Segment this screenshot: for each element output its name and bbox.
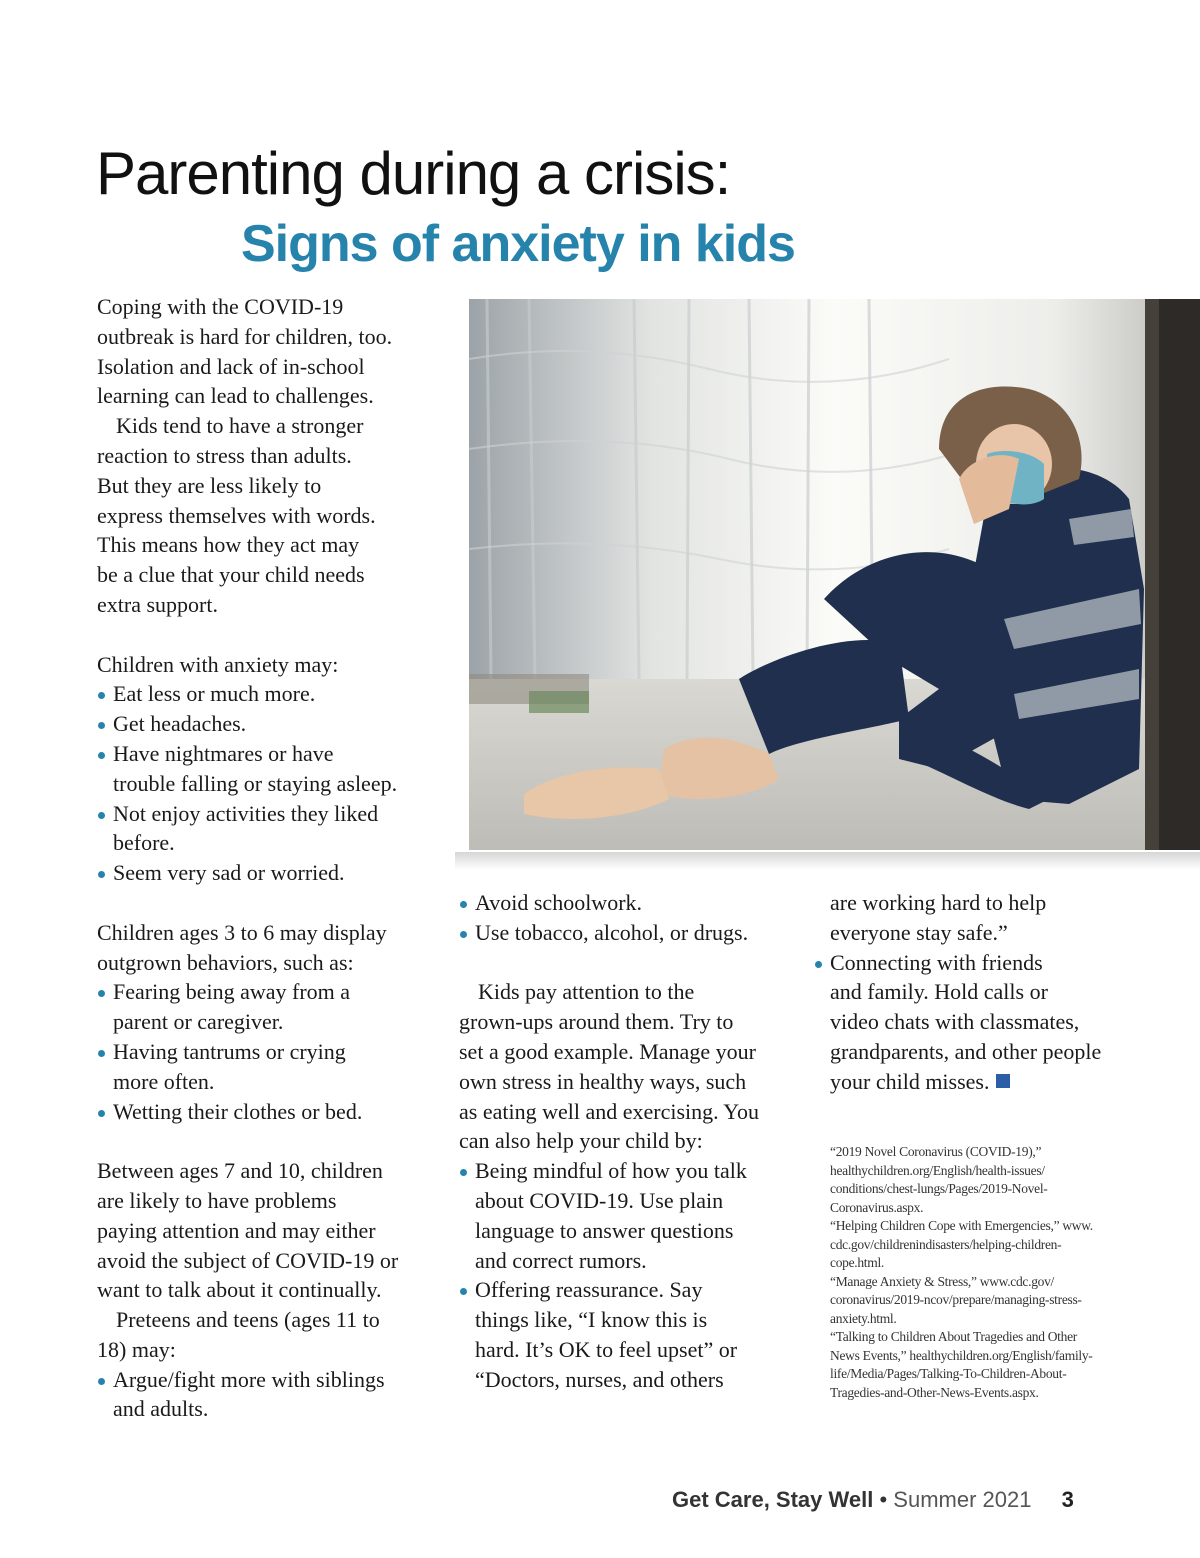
page-footer: [672, 1486, 1132, 1514]
reference-line: “2019 Novel Coronavirus (COVID-19),”: [830, 1144, 1042, 1159]
list-item: Eat less or much more.: [97, 679, 437, 709]
text-line: can also help your child by:: [459, 1128, 703, 1154]
reference-item: [830, 1328, 1165, 1402]
list-item: Seem very sad or worried.: [97, 858, 437, 888]
text-line: be a clue that your child needs: [97, 562, 365, 588]
list-item-last-line: your child misses.: [830, 1068, 990, 1094]
list-item: Have nightmares or have: [97, 739, 437, 769]
footer-separator: •: [879, 1487, 888, 1512]
child-with-mask-photo: [469, 299, 1200, 850]
ages-7-10-paragraph: [97, 1156, 437, 1305]
reference-line: cope.html.: [830, 1255, 884, 1270]
issue-date: Summer 2021: [893, 1487, 1032, 1512]
list-heading: outgrown behaviors, such as:: [97, 949, 354, 975]
text-line: want to talk about it continually.: [97, 1277, 382, 1303]
preteens-list-continued: [459, 888, 799, 948]
list-item: Get headaches.: [97, 709, 437, 739]
list-item-continuation: before.: [113, 830, 175, 856]
list-item-continuation: “Doctors, nurses, and others: [475, 1366, 724, 1392]
list-item-continuation: hard. It’s OK to feel upset” or: [475, 1336, 738, 1362]
article-column-3: [814, 888, 1164, 1097]
article-column-1: [97, 292, 437, 1424]
list-item: Being mindful of how you talk: [459, 1156, 799, 1186]
reference-line: Tragedies-and-Other-News-Events.aspx.: [830, 1384, 1039, 1400]
list-item-continuation: and correct rumors.: [475, 1247, 647, 1273]
reference-line: Coronavirus.aspx.: [830, 1199, 924, 1215]
reference-item: [830, 1217, 1165, 1273]
list-item-continuation: language to answer questions: [475, 1217, 734, 1243]
list-heading: Children ages 3 to 6 may display: [97, 919, 387, 945]
list-item: Fearing being away from a: [97, 977, 437, 1007]
list-item: Having tantrums or crying: [97, 1037, 437, 1067]
list-item-continuation: everyone stay safe.”: [830, 919, 1008, 945]
text-line: as eating well and exercising. You: [459, 1098, 759, 1124]
list-item-continuation: things like, “I know this is: [475, 1307, 708, 1333]
article-title: Parenting during a crisis:: [96, 140, 731, 207]
list-item-continuation: trouble falling or staying asleep.: [113, 770, 398, 796]
text-line: 18) may:: [97, 1336, 176, 1362]
list-item: Argue/fight more with siblings: [97, 1365, 437, 1395]
intro-paragraph-1: [97, 292, 437, 411]
good-example-paragraph: [459, 977, 799, 1156]
text-line: outbreak is hard for children, too.: [97, 323, 393, 349]
article-photo: [469, 299, 1200, 850]
reference-line: healthychildren.org/English/health-issues/: [830, 1162, 1045, 1178]
text-line: Isolation and lack of in-school: [97, 353, 365, 379]
reference-item: [830, 1273, 1165, 1329]
references: [830, 1143, 1165, 1402]
list-item-continuation: [814, 1067, 1164, 1097]
reference-line: conditions/chest-lungs/Pages/2019-Novel-: [830, 1181, 1048, 1196]
list-item: Offering reassurance. Say: [459, 1275, 799, 1305]
reference-line: “Manage Anxiety & Stress,” www.cdc.gov/: [830, 1273, 1054, 1289]
preteens-list: [97, 1365, 437, 1425]
text-line: set a good example. Manage your: [459, 1038, 756, 1064]
text-line: express themselves with words.: [97, 502, 376, 528]
list-item-continuation: about COVID-19. Use plain: [475, 1187, 724, 1213]
text-line: learning can lead to challenges.: [97, 383, 374, 409]
article-column-2: [459, 888, 799, 1395]
reference-line: News Events,” healthychildren.org/English/family-: [830, 1347, 1093, 1363]
preteens-paragraph: [97, 1305, 437, 1365]
list-item: Avoid schoolwork.: [459, 888, 799, 918]
reference-line: “Talking to Children About Tragedies and Other: [830, 1329, 1077, 1344]
text-line: Kids pay attention to the: [478, 979, 695, 1005]
list-heading: Children with anxiety may:: [97, 651, 339, 677]
list-item: Use tobacco, alcohol, or drugs.: [459, 918, 799, 948]
list-item-continuation: and adults.: [113, 1396, 209, 1422]
list-item: Connecting with friends: [814, 948, 1164, 978]
list-item-continuation: more often.: [113, 1068, 215, 1094]
text-line: extra support.: [97, 591, 218, 617]
reference-line: cdc.gov/childrenindisasters/helping-children-: [830, 1236, 1062, 1252]
text-line: Kids tend to have a stronger: [116, 413, 364, 439]
help-tips-list-continued: [814, 888, 1164, 1097]
list-item-continuation: parent or caregiver.: [113, 1009, 284, 1035]
text-line: avoid the subject of COVID-19 or: [97, 1247, 399, 1273]
end-of-article-mark: [996, 1074, 1010, 1088]
text-line: Between ages 7 and 10, children: [97, 1158, 383, 1184]
reference-item: [830, 1143, 1165, 1217]
list-item-continuation: grandparents, and other people: [830, 1038, 1102, 1064]
text-line: But they are less likely to: [97, 472, 322, 498]
text-line: are likely to have problems: [97, 1187, 337, 1213]
text-line: grown-ups around them. Try to: [459, 1009, 734, 1035]
text-line: own stress in healthy ways, such: [459, 1068, 747, 1094]
text-line: Preteens and teens (ages 11 to: [116, 1307, 380, 1333]
ages-3-6-list: [97, 977, 437, 1126]
text-line: reaction to stress than adults.: [97, 442, 352, 468]
list-item-continuation: and family. Hold calls or: [830, 979, 1048, 1005]
list-item-continuation: are working hard to help: [830, 890, 1047, 915]
list-item-continuation: video chats with classmates,: [830, 1009, 1080, 1035]
article-subtitle: Signs of anxiety in kids: [241, 215, 795, 273]
help-tips-list: [459, 1156, 799, 1394]
intro-paragraph-2: [97, 411, 437, 620]
text-line: Coping with the COVID-19: [97, 294, 344, 319]
list-item: Wetting their clothes or bed.: [97, 1097, 437, 1127]
text-line: paying attention and may either: [97, 1217, 376, 1243]
reference-line: “Helping Children Cope with Emergencies,” www.: [830, 1218, 1093, 1233]
reference-line: coronavirus/2019-ncov/prepare/managing-stress-: [830, 1292, 1082, 1307]
publication-name: Get Care, Stay Well: [672, 1487, 874, 1512]
reference-line: anxiety.html.: [830, 1310, 897, 1326]
photo-shadow: [455, 852, 1200, 870]
page-number: 3: [1061, 1487, 1074, 1512]
text-line: This means how they act may: [97, 532, 360, 558]
anxiety-signs-list: [97, 679, 437, 888]
reference-line: life/Media/Pages/Talking-To-Children-About-: [830, 1366, 1067, 1381]
list-item: Not enjoy activities they liked: [97, 799, 437, 829]
